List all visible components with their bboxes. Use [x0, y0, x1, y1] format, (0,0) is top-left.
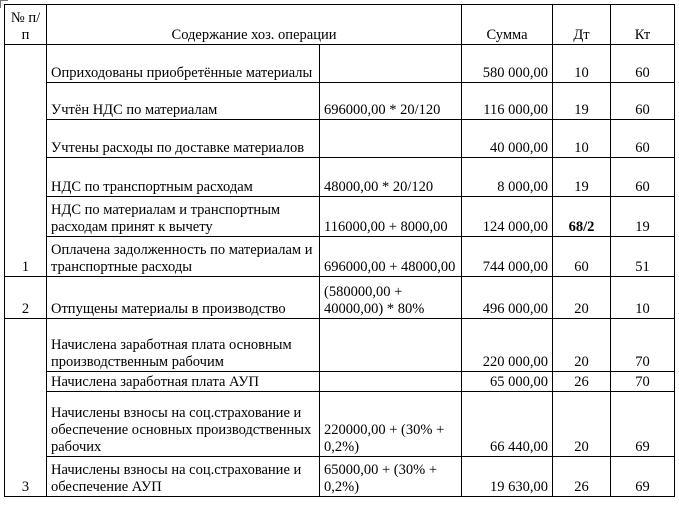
operation-dt: 19	[553, 83, 611, 120]
table-row	[5, 120, 675, 158]
operation-text: Учтены расходы по доставке материалов	[47, 120, 320, 158]
operation-kt: 69	[611, 392, 675, 457]
operation-kt: 60	[611, 120, 675, 158]
operation-text: Начислена заработная плата основным производственным рабочим	[47, 319, 320, 372]
operation-sum: 66 440,00	[462, 392, 553, 457]
table-header-row	[5, 5, 675, 45]
operation-calc: 116000,00 + 8000,00	[320, 197, 462, 237]
operation-text: Начислены взносы на соц.страхование и обеспечение АУП	[47, 457, 320, 497]
operation-calc	[320, 45, 462, 83]
table-row	[5, 392, 675, 457]
operation-calc: 65000,00 + (30% + 0,2%)	[320, 457, 462, 497]
operation-text: НДС по транспортным расходам	[47, 158, 320, 197]
operation-text: Начислена заработная плата АУП	[47, 372, 320, 392]
operation-calc: (580000,00 + 40000,00) * 80%	[320, 277, 462, 319]
operation-sum: 8 000,00	[462, 158, 553, 197]
group-number-cell: 3	[5, 319, 47, 497]
operation-kt: 70	[611, 372, 675, 392]
operation-text: Отпущены материалы в производство	[47, 277, 320, 319]
operation-dt: 20	[553, 277, 611, 319]
operation-kt: 60	[611, 45, 675, 83]
operation-kt: 10	[611, 277, 675, 319]
operation-calc: 48000,00 * 20/120	[320, 158, 462, 197]
operation-kt: 60	[611, 158, 675, 197]
operation-kt: 19	[611, 197, 675, 237]
operation-sum: 580 000,00	[462, 45, 553, 83]
operation-sum: 40 000,00	[462, 120, 553, 158]
operation-kt: 70	[611, 319, 675, 372]
operation-text: Оплачена задолженность по материалам и транспортные расходы	[47, 237, 320, 277]
operation-text: Учтён НДС по материалам	[47, 83, 320, 120]
operation-sum: 220 000,00	[462, 319, 553, 372]
table-row	[5, 319, 675, 372]
operation-dt: 68/2	[553, 197, 611, 237]
operation-sum: 496 000,00	[462, 277, 553, 319]
header-sum: Сумма	[462, 5, 553, 45]
operation-calc: 220000,00 + (30% + 0,2%)	[320, 392, 462, 457]
operation-dt: 26	[553, 457, 611, 497]
operation-dt: 19	[553, 158, 611, 197]
operation-text: Начислены взносы на соц.страхование и обеспечение основных производственных рабочих	[47, 392, 320, 457]
table-row	[5, 45, 675, 83]
table-row	[5, 83, 675, 120]
operation-dt: 10	[553, 45, 611, 83]
operation-sum: 744 000,00	[462, 237, 553, 277]
operation-calc	[320, 372, 462, 392]
operation-calc	[320, 319, 462, 372]
header-content: Содержание хоз. операции	[47, 5, 462, 45]
operation-dt: 20	[553, 392, 611, 457]
operations-table	[4, 4, 675, 497]
operation-calc	[320, 120, 462, 158]
table-row	[5, 158, 675, 197]
table-row	[5, 277, 675, 319]
operation-sum: 116 000,00	[462, 83, 553, 120]
operation-dt: 60	[553, 237, 611, 277]
operation-dt: 26	[553, 372, 611, 392]
operation-calc: 696000,00 + 48000,00	[320, 237, 462, 277]
table-row	[5, 372, 675, 392]
table-row	[5, 237, 675, 277]
operation-sum: 65 000,00	[462, 372, 553, 392]
group-number-cell: 1	[5, 45, 47, 277]
header-kt: Кт	[611, 5, 675, 45]
table-row	[5, 197, 675, 237]
operation-sum: 19 630,00	[462, 457, 553, 497]
table-row	[5, 457, 675, 497]
operation-text: НДС по материалам и транспортным расходам принят к вычету	[47, 197, 320, 237]
operation-dt: 10	[553, 120, 611, 158]
operation-kt: 69	[611, 457, 675, 497]
operation-dt: 20	[553, 319, 611, 372]
header-num: № п/п	[5, 5, 47, 45]
operation-calc: 696000,00 * 20/120	[320, 83, 462, 120]
header-dt: Дт	[553, 5, 611, 45]
operation-sum: 124 000,00	[462, 197, 553, 237]
operation-text: Оприходованы приобретённые материалы	[47, 45, 320, 83]
group-number-cell: 2	[5, 277, 47, 319]
operation-kt: 51	[611, 237, 675, 277]
operation-kt: 60	[611, 83, 675, 120]
